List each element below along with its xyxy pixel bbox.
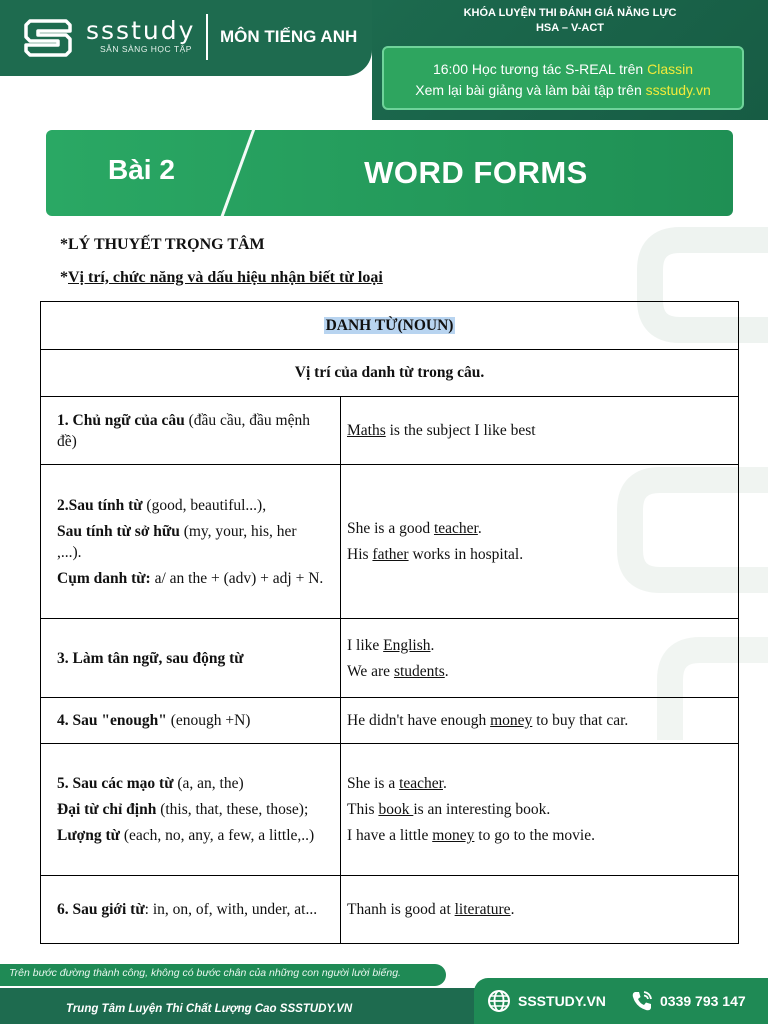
subsection-text: Vị trí, chức năng và dấu hiệu nhận biết từ loại (68, 269, 383, 286)
lesson-number: Bài 2 (108, 154, 175, 185)
rule-detail: (good, beautiful...), (142, 496, 267, 514)
example-text: is the subject I like best (385, 422, 536, 439)
rule-label: Cụm danh từ: (57, 569, 151, 587)
example-text: . (442, 775, 447, 792)
example-sentence (347, 420, 732, 441)
rule-cell (41, 619, 341, 698)
rule-cell (41, 744, 341, 876)
rule-text (57, 799, 324, 820)
rule-text (57, 773, 324, 794)
example-text: She is a good (347, 520, 434, 537)
course-title (372, 6, 768, 36)
example-sentence (347, 635, 732, 656)
lesson-banner (46, 130, 733, 216)
footer-quote: Trên bước đường thành công, không có bước chân của những con người lười biếng. (9, 967, 401, 979)
noun-table (40, 301, 739, 944)
rule-label: 6. Sau giới từ (57, 901, 145, 918)
example-noun: money (432, 827, 475, 844)
example-sentence (347, 825, 732, 846)
footer-phone[interactable]: 0339 793 147 (660, 993, 746, 1009)
table-row (41, 619, 739, 698)
table-row (41, 465, 739, 619)
table-title: DANH TỪ(NOUN) (325, 316, 454, 334)
example-noun: teacher (399, 775, 443, 792)
subsection-heading (60, 269, 383, 287)
example-noun: book (378, 801, 414, 818)
lesson-title: WORD FORMS (364, 155, 588, 190)
phone-icon (630, 989, 654, 1013)
example-text: . (444, 662, 449, 680)
rule-text (57, 521, 324, 563)
ssstudy-logo-icon (20, 15, 76, 61)
example-text: works in hospital. (408, 546, 524, 563)
rule-cell (41, 465, 341, 619)
subject-title: MÔN TIẾNG ANH (220, 27, 358, 46)
table-row (41, 876, 739, 944)
example-cell (341, 698, 739, 744)
rule-detail: (enough +N) (166, 712, 251, 729)
course-line-1: KHÓA LUYỆN THI ĐÁNH GIÁ NĂNG LỰC (463, 7, 677, 19)
example-text: I have a little (347, 827, 433, 844)
footer-site-link[interactable]: SSSTUDY.VN (518, 993, 606, 1009)
logo-text: ssstudy (86, 16, 196, 45)
rule-label: 3. Làm tân ngữ, sau động từ (57, 649, 244, 667)
info-line-2-text: Xem lại bài giảng và làm bài tập trên (415, 82, 646, 98)
table-row (41, 397, 739, 465)
info-line-2 (384, 80, 742, 101)
table-subtitle: Vị trí của danh từ trong câu. (41, 350, 739, 397)
rule-detail: : in, on, of, with, under, at... (144, 901, 318, 918)
section-heading: *LÝ THUYẾT TRỌNG TÂM (60, 236, 265, 253)
example-sentence (347, 518, 732, 539)
rule-cell (41, 698, 341, 744)
example-sentence (347, 544, 732, 565)
table-title-row (41, 302, 739, 350)
example-text: . (477, 520, 482, 537)
rule-label: 5. Sau các mạo từ (57, 775, 174, 792)
example-text: We are (347, 662, 394, 680)
example-noun: father (372, 546, 409, 563)
rule-detail: (a, an, the) (173, 775, 244, 792)
page-header (0, 0, 768, 120)
rule-detail: (each, no, any, a few, a little,..) (119, 827, 315, 844)
table-row (41, 744, 739, 876)
rule-label: Sau tính từ sở hữu (57, 522, 180, 540)
rule-cell (41, 397, 341, 465)
schedule-info-box (382, 46, 744, 110)
example-sentence (347, 773, 732, 794)
example-text: to go to the movie. (474, 827, 595, 844)
example-text: His (347, 546, 373, 563)
table-row (41, 698, 739, 744)
rule-cell (41, 876, 341, 944)
rule-text (57, 648, 324, 669)
banner-divider (219, 130, 256, 216)
example-text: . (510, 901, 515, 918)
example-sentence (347, 799, 732, 820)
globe-icon (487, 989, 511, 1013)
example-noun: literature (454, 901, 511, 918)
course-line-2: HSA – V-ACT (535, 22, 605, 34)
subsection-star: * (60, 269, 68, 286)
logo-tagline: SẴN SÀNG HỌC TẬP (100, 44, 192, 54)
classin-highlight: Classin (647, 61, 694, 77)
info-line-1-text: 16:00 Học tương tác S-REAL trên (432, 61, 648, 77)
rule-detail: (my, your, his, her ,...). (57, 522, 297, 561)
rule-label: Đại từ chỉ định (57, 801, 157, 818)
rule-text (57, 825, 324, 846)
info-line-1 (384, 59, 742, 80)
rule-text (57, 568, 324, 589)
rule-text (57, 710, 324, 731)
example-noun: Maths (347, 422, 386, 439)
table-title-cell (41, 302, 739, 350)
example-text: He didn't have enough (347, 712, 491, 729)
example-cell (341, 465, 739, 619)
example-sentence (347, 710, 732, 731)
rule-detail: (đầu cầu, đầu mệnh đề) (57, 411, 310, 450)
rule-detail: a/ an the + (adv) + adj + N. (150, 569, 324, 587)
example-noun: teacher (433, 520, 478, 537)
rule-label: 2.Sau tính từ (57, 496, 143, 514)
example-cell (341, 619, 739, 698)
example-text: This (347, 801, 379, 818)
website-highlight: ssstudy.vn (645, 82, 711, 98)
example-text: . (430, 636, 435, 654)
example-text: is an interesting book. (413, 801, 551, 818)
rule-detail: (this, that, these, those); (156, 801, 309, 818)
example-cell (341, 876, 739, 944)
example-text: I like (347, 636, 384, 654)
example-text: Thanh is good at (347, 901, 455, 918)
rule-label: 4. Sau "enough" (57, 712, 167, 729)
example-text: She is a (347, 775, 400, 792)
rule-text (57, 410, 324, 452)
footer-center-text: Trung Tâm Luyện Thi Chất Lượng Cao SSSTUDY.VN (66, 1003, 353, 1015)
header-divider (206, 14, 208, 60)
example-noun: money (490, 712, 533, 729)
example-sentence (347, 899, 732, 920)
rule-label: 1. Chủ ngữ của câu (57, 411, 185, 429)
table-subtitle-row (41, 350, 739, 397)
example-cell (341, 744, 739, 876)
rule-text (57, 899, 324, 920)
rule-label: Lượng từ (57, 827, 120, 844)
example-text: to buy that car. (532, 712, 629, 729)
example-noun: English (383, 636, 431, 654)
example-cell (341, 397, 739, 465)
rule-text (57, 495, 324, 516)
example-sentence (347, 661, 732, 682)
example-noun: students (393, 662, 445, 680)
